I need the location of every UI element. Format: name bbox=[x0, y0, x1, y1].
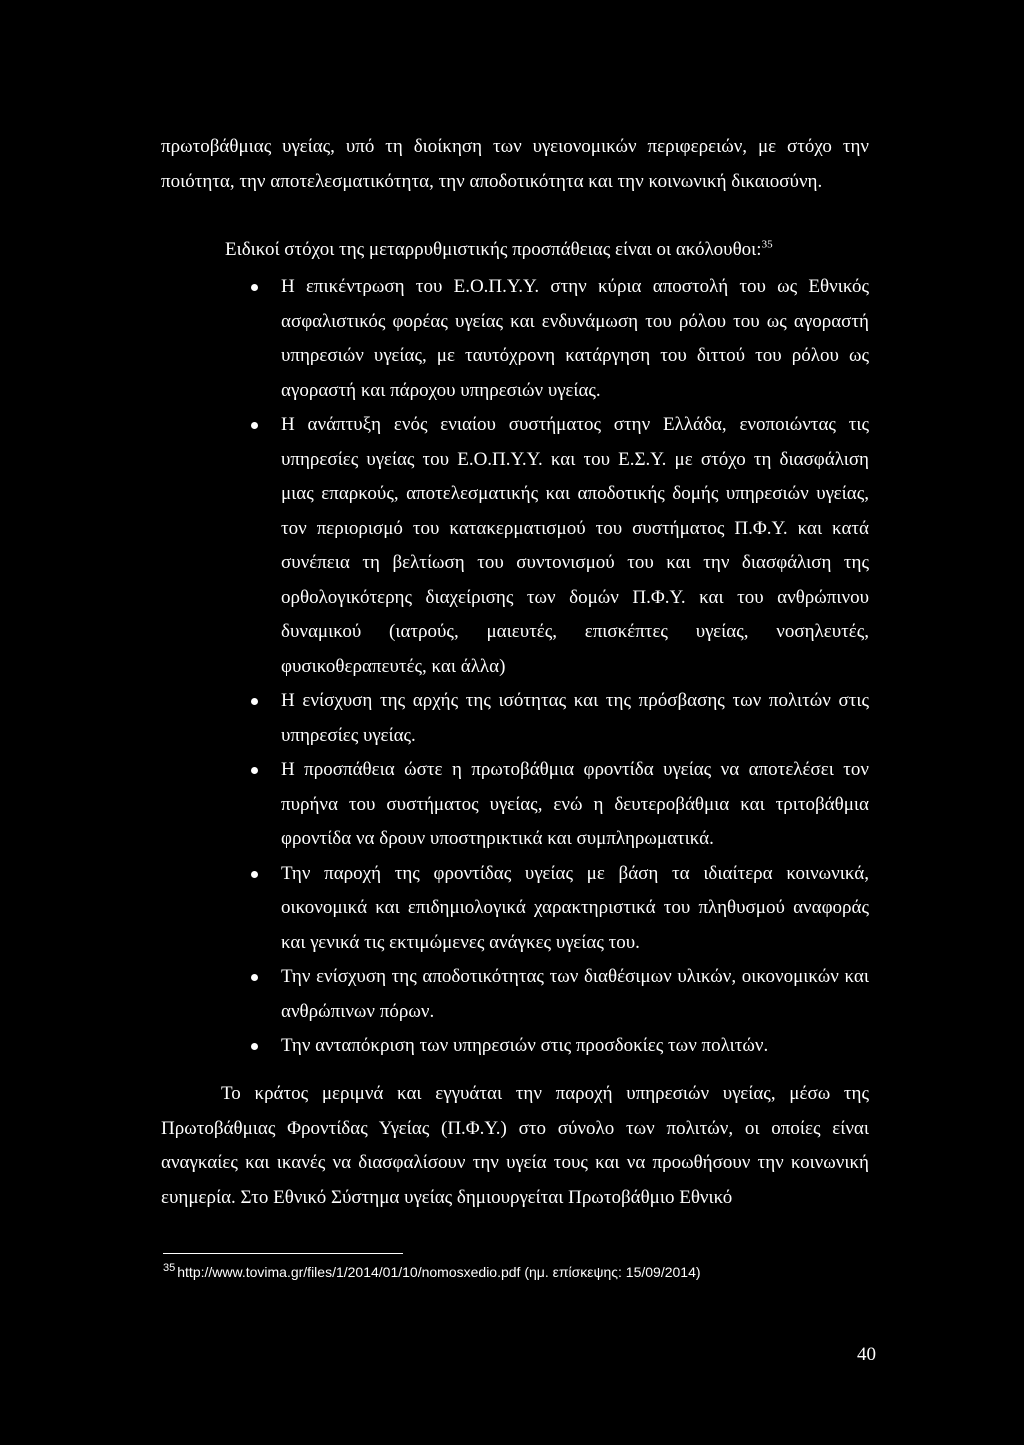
list-item bbox=[281, 857, 869, 961]
list-item bbox=[281, 408, 869, 684]
list-item-text: Η ενίσχυση της αρχής της ισότητας και της πρόσβασης των πολιτών στις υπηρεσίες υγείας. bbox=[281, 690, 869, 746]
list-item bbox=[281, 1029, 869, 1064]
footnote-number: 35 bbox=[163, 1262, 176, 1275]
footnote-reference: 35 bbox=[761, 238, 773, 251]
closing-paragraph: Το κράτος μεριμνά και εγγυάται την παροχή υπηρεσιών υγείας, μέσω της Πρωτοβάθμιας Φροντίδας Υγείας (Π.Φ.Υ.) στο σύνολο των πολιτών, οι οποίες είναι αναγκαίες και ικανές να διασφαλίσουν την υγεία τους και να προωθήσουν την κοινωνική ευημερία. Στο Εθνικό Σύστημα υγείας δημιουργείται Πρωτοβάθμιο Εθνικό bbox=[161, 1083, 869, 1208]
footnote-link[interactable]: http://www.tovima.gr/files/1/2014/01/10/nomosxedio.pdf (ημ. επίσκεψης: 15/09/2014) bbox=[177, 1264, 701, 1280]
list-item-text: Την ανταπόκριση των υπηρεσιών στις προσδοκίες των πολιτών. bbox=[281, 1035, 769, 1056]
page-number: 40 bbox=[857, 1344, 876, 1365]
bullet-icon bbox=[251, 871, 258, 878]
list-item-text: Την παροχή της φροντίδας υγείας με βάση τα ιδιαίτερα κοινωνικά, οικονομικά και επιδημιολογικά χαρακτηριστικά του πληθυσμού αναφοράς και γενικά τις εκτιμώμενες ανάγκες υγείας του. bbox=[281, 862, 869, 953]
list-item bbox=[281, 960, 869, 1029]
lead-paragraph bbox=[161, 233, 869, 268]
bullet-icon bbox=[251, 974, 258, 981]
intro-paragraph: πρωτοβάθμιας υγείας, υπό τη διοίκηση των υγειονομικών περιφερειών, με στόχο την ποιότητα, την αποτελεσματικότητα, την αποδοτικότητα και την κοινωνική δικαιοσύνη. bbox=[161, 136, 869, 192]
bullet-icon bbox=[251, 698, 258, 705]
list-item bbox=[281, 270, 869, 408]
lead-text: Ειδικοί στόχοι της μεταρρυθμιστικής προσπάθειας είναι οι ακόλουθοι: bbox=[225, 239, 762, 260]
list-item-text: Την ενίσχυση της αποδοτικότητας των διαθέσιμων υλικών, οικονομικών και ανθρώπινων πόρων. bbox=[281, 966, 869, 1022]
footnote-divider bbox=[163, 1253, 403, 1254]
bullet-icon bbox=[251, 422, 258, 429]
list-item bbox=[281, 753, 869, 857]
list-item-text: Η επικέντρωση του Ε.Ο.Π.Υ.Υ. στην κύρια αποστολή του ως Εθνικός ασφαλιστικός φορέας υγείας και ενδυνάμωση του ρόλου του ως αγοραστή υπηρεσιών υγείας, με ταυτόχρονη κατάργηση του διττού του ρόλου ως αγοραστή και πάροχου υπηρεσιών υγείας. bbox=[281, 276, 869, 401]
bullet-icon bbox=[251, 767, 258, 774]
objectives-list bbox=[281, 270, 869, 1064]
footnote bbox=[163, 1262, 863, 1282]
list-item bbox=[281, 684, 869, 753]
list-item-text: Η προσπάθεια ώστε η πρωτοβάθμια φροντίδα υγείας να αποτελέσει τον πυρήνα του συστήματος υγείας, ενώ η δευτεροβάθμια και τριτοβάθμια φροντίδα να δρουν υποστηρικτικά και συμπληρωματικά. bbox=[281, 759, 869, 849]
list-item-text: Η ανάπτυξη ενός ενιαίου συστήματος στην Ελλάδα, ενοποιώντας τις υπηρεσίες υγείας του Ε.Ο.Π.Υ.Υ. και του Ε.Σ.Υ. με στόχο τη διασφάλιση μιας επαρκούς, αποτελεσματικής και αποδοτικής δομής υπηρεσιών υγείας, τον περιορισμό του κατακερματισμού του συστήματος Π.Φ.Υ. και κατά συνέπεια τη βελτίωση του συντονισμού του και την διασφάλιση της ορθολογικότερης διαχείρισης των δομών Π.Φ.Υ. και του ανθρώπινου δυναμικού (ιατρούς, μαιευτές, επισκέπτες υγείας, νοσηλευτές, φυσικοθεραπευτές, και άλλα) bbox=[281, 414, 869, 677]
bullet-icon bbox=[251, 1043, 258, 1050]
bullet-icon bbox=[251, 284, 258, 291]
